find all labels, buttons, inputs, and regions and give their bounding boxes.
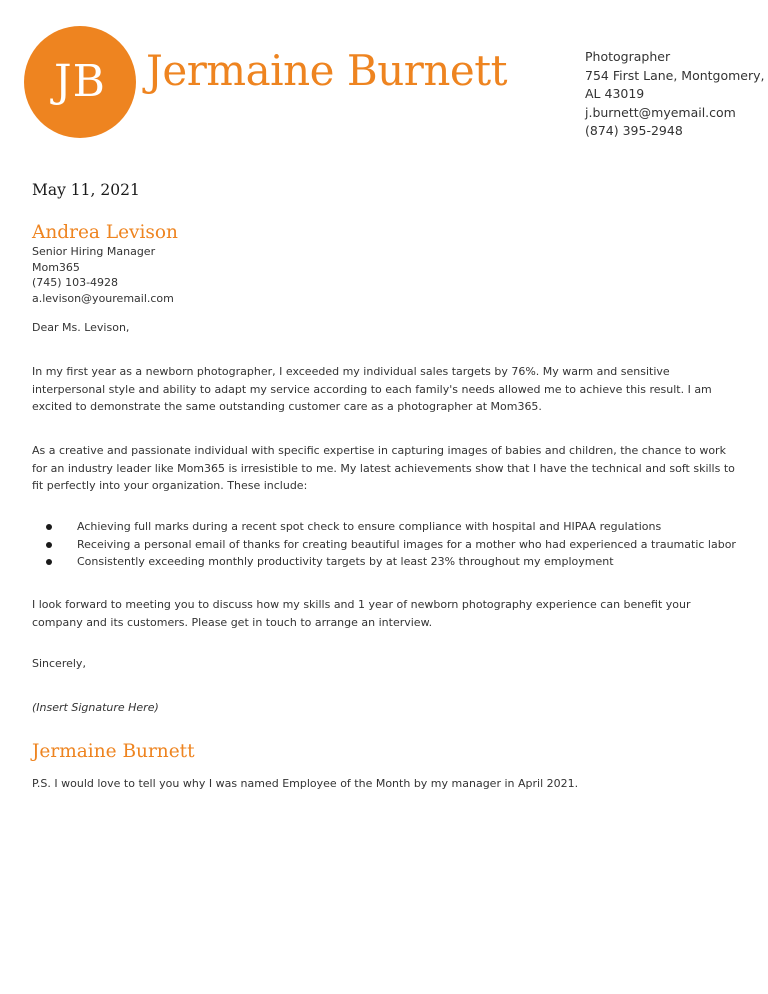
recipient-email: a.levison@youremail.com	[32, 291, 174, 305]
postscript: P.S. I would love to tell you why I was named Employee of the Month by my manager in April 2021.	[32, 777, 579, 790]
greeting: Dear Ms. Levison,	[32, 321, 130, 334]
closing: Sincerely,	[32, 657, 86, 670]
bullet-icon	[46, 542, 52, 548]
header-name: Jermaine Burnett	[146, 46, 507, 95]
list-item-text: Receiving a personal email of thanks for creating beautiful images for a mother who had experienced a traumatic labor	[77, 537, 736, 551]
signoff-name: Jermaine Burnett	[32, 741, 195, 762]
list-item	[46, 553, 736, 571]
sender-title: Photographer	[585, 49, 671, 64]
body-paragraph-2: As a creative and passionate individual with specific expertise in capturing images of babies and children, the chance to work for an industry leader like Mom365 is irresistible to me. My latest achievements show that I have the technical and soft skills to fit perfectly into your organization. These include:	[32, 444, 735, 492]
recipient-details	[32, 244, 174, 306]
body-paragraph-1: In my first year as a newborn photographer, I exceeded my individual sales targets by 76%. My warm and sensitive interpersonal style and ability to adapt my service according to each family's needs allowed me to achieve this result. I am excited to demonstrate the same outstanding customer care as a photographer at Mom365.	[32, 365, 712, 413]
sender-email: j.burnett@myemail.com	[585, 104, 736, 120]
list-item-text: Achieving full marks during a recent spot check to ensure compliance with hospital and HIPAA regulations	[77, 520, 662, 533]
monogram-initials: JB	[54, 56, 106, 107]
bullet-icon	[46, 524, 52, 530]
monogram-badge	[24, 26, 136, 138]
sender-contact	[585, 48, 765, 141]
bullet-icon	[46, 559, 52, 565]
signature-placeholder: (Insert Signature Here)	[32, 701, 159, 714]
list-item	[46, 518, 736, 536]
recipient-company: Mom365	[32, 260, 80, 274]
sender-address-line1: 754 First Lane, Montgomery,	[585, 67, 765, 83]
list-item-text: Consistently exceeding monthly productivity targets by at least 23% throughout my employment	[77, 555, 614, 568]
recipient-name: Andrea Levison	[32, 222, 178, 243]
recipient-title: Senior Hiring Manager	[32, 245, 156, 258]
letter-date: May 11, 2021	[32, 181, 140, 199]
achievements-list	[46, 518, 736, 571]
list-item	[46, 536, 736, 554]
recipient-phone: (745) 103-4928	[32, 276, 119, 289]
sender-address-line2: AL 43019	[585, 86, 645, 101]
body-paragraph-3: I look forward to meeting you to discuss how my skills and 1 year of newborn photography experience can benefit your company and its customers. Please get in touch to arrange an interview.	[32, 598, 691, 629]
sender-phone: (874) 395-2948	[585, 123, 683, 138]
